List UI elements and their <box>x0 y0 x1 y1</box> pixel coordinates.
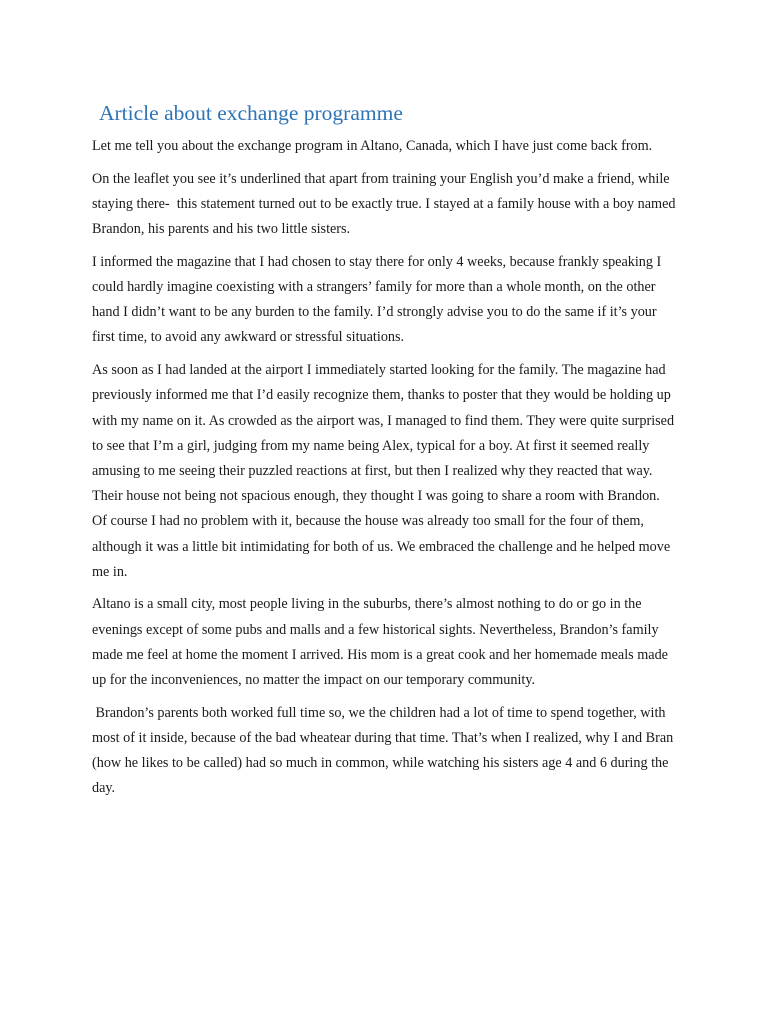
paragraph-altano: Altano is a small city, most people living in the suburbs, there’s almost nothing to do or go in the evenings except of some pubs and malls and a few historical sights. Nevertheless, Brandon’s family made me feel at home the moment I arrived. His mom is a great cook and her homemade meals made up for the inconveniences, no matter the impact on our temporary community. <box>92 596 672 689</box>
paragraph-airport: As soon as I had landed at the airport I immediately started looking for the family. The magazine had previously informed me that I’d easily recognize them, thanks to poster that they would be holding up with my name on it. As crowded as the airport was, I managed to find them. They were quite surprised to see that I’m a girl, judging from my name being Alex, typical for a boy. At first it seemed really amusing to me seeing their puzzled reactions at first, but then I realized why they reacted that way. Their house not being not spacious enough, they thought I was going to share a room with Brandon. Of course I had no problem with it, because the house was already too small for the four of them, although it was a little bit intimidating for both of us. We embraced the challenge and he helped move me in. <box>92 362 678 580</box>
paragraph-parents: Brandon’s parents both worked full time so, we the children had a lot of time to spend together, with most of it inside, because of the bad wheatear during that time. That’s when I realized, why I and Bran (how he likes to be called) had so much in common, while watching his sisters age 4 and 6 during the day. <box>92 704 677 797</box>
article-title: Article about exchange programme <box>99 101 403 125</box>
paragraph-intro: Let me tell you about the exchange program in Altano, Canada, which I have just come back from. <box>92 138 653 154</box>
paragraph-leaflet: On the leaflet you see it’s underlined that apart from training your English you’d make a friend, while staying there- this statement turned out to be exactly true. I stayed at a family house with a boy named Brandon, his parents and his two little sisters. <box>92 170 680 238</box>
paragraph-duration: I informed the magazine that I had chosen to stay there for only 4 weeks, because frankly speaking I could hardly imagine coexisting with a strangers’ family for more than a whole month, on the other hand I didn’t want to be any burden to the family. I’d strongly advise you to do the same if it’s your first time, to avoid any awkward or stressful situations. <box>92 253 665 346</box>
document-page <box>92 98 678 809</box>
